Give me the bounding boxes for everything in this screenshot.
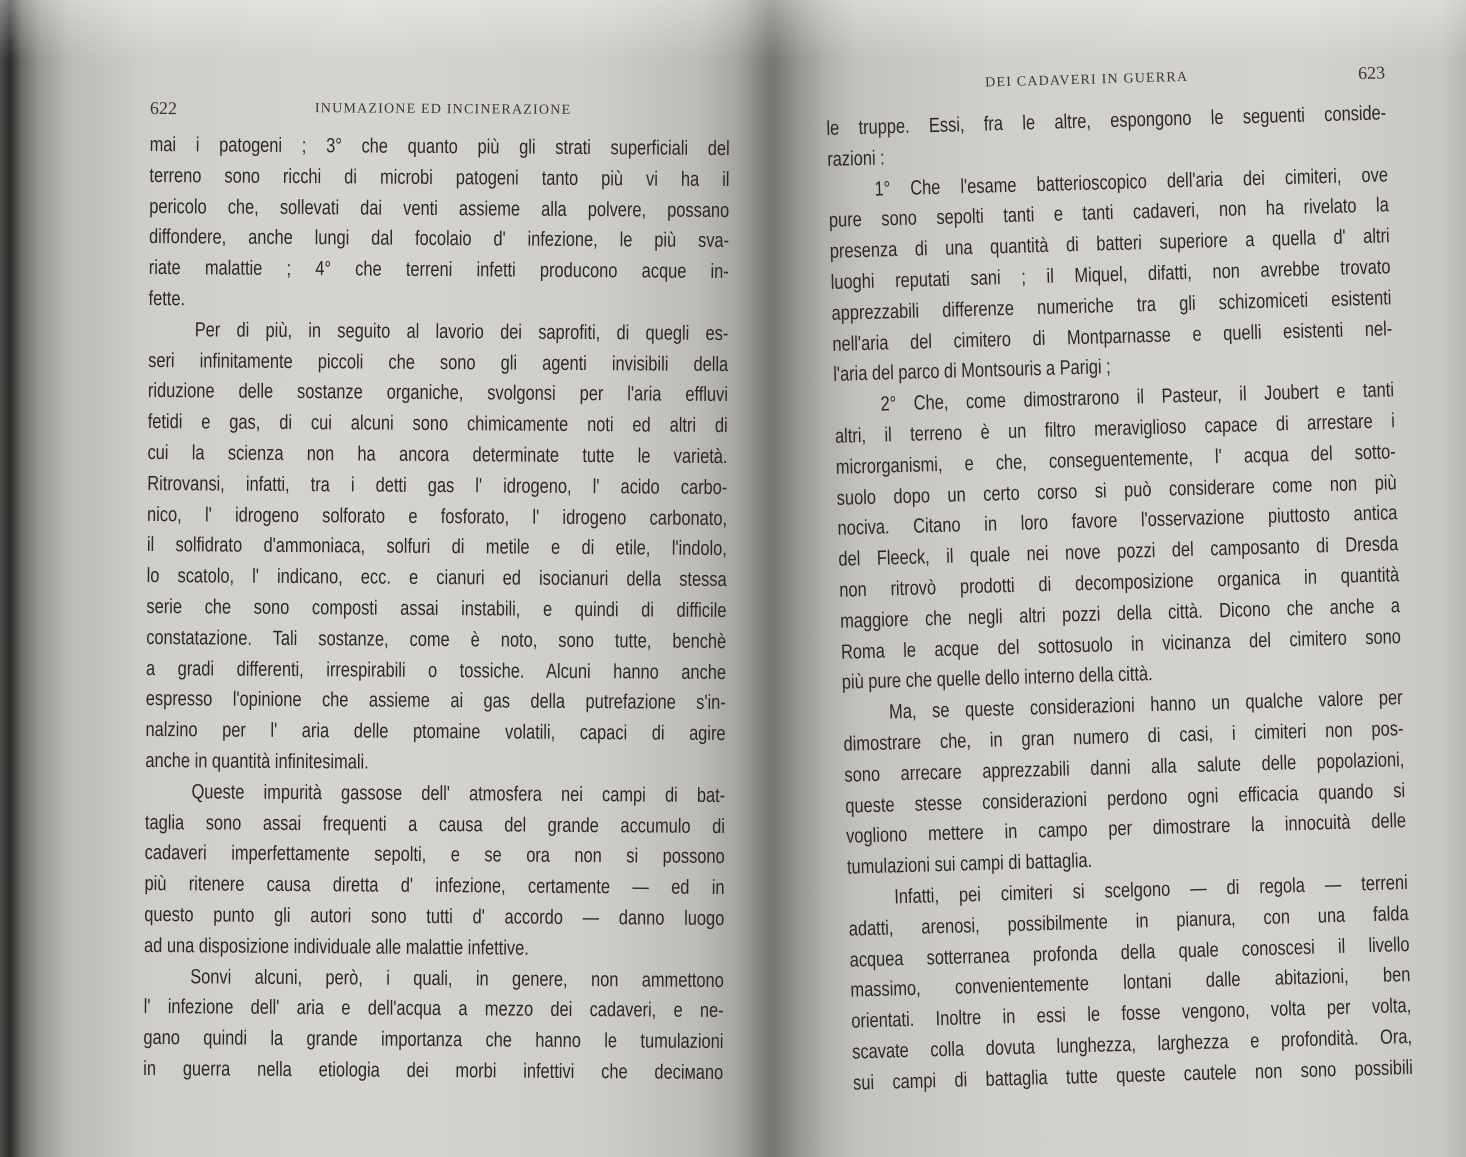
text-line: più ritenere causa diretta d' infezione, certamente — ed in — [144, 872, 725, 900]
text-line: fetidi e gas, di cui alcuni sono chimicamente noti ed altri di — [147, 410, 728, 438]
text-line: nociva. Citano in loro favore l'osservazione piuttosto antica — [837, 501, 1398, 541]
text-line: dimostrare che, in gran numero di casi, i cimiteri non pos- — [843, 717, 1404, 756]
text-line: terreno sono ricchi di microbi patogeni tanto più vi ha il — [149, 163, 730, 191]
text-line: Queste impurità gassose dell' atmosfera nei campi di bat- — [191, 780, 726, 807]
text-line: nalzino per l' aria delle ptomaine volatili, capaci di agire — [145, 718, 726, 746]
text-line: constatazione. Tali sostanze, come è noto, sono tutte, benchè — [146, 625, 727, 653]
text-line: nell'aria del cimitero di Montparnasse e quelli esistenti nel- — [832, 316, 1393, 356]
text-line: massimo, convenientemente lontani dalle abitazioni, ben — [850, 963, 1411, 1002]
text-line: Sonvi alcuni, però, i quali, in genere, non ammettono — [190, 964, 724, 992]
text-line: espresso l'opinione che assieme ai gas della putrefazione s'in- — [145, 687, 726, 715]
text-line: 2° Che, come dimostrarono il Pasteur, il Joubert e tanti — [880, 378, 1395, 416]
text-line: diffondere, anche lungi dal focolaio d' infezione, le più sva- — [148, 225, 730, 253]
text-line: riduzione delle sostanze organiche, svolgonsi per l'aria effluvi — [147, 379, 729, 407]
text-line: sono arrecare apprezzabili danni alla salute delle popolazioni, — [844, 747, 1405, 787]
text-line: taglia sono assai frequenti a causa del grande accumulo di — [144, 810, 726, 838]
text-line: il solfidrato d'ammoniaca, solfuri di metile e di etile, l'indolo, — [146, 533, 727, 561]
text-line: questo punto gli autori sono tutti d' accordo — danno luogo — [144, 902, 725, 930]
right-page-header — [825, 62, 1385, 102]
text-line: riate malattie ; 4° che terreni infetti producono acque in- — [148, 256, 729, 284]
text-line: luoghi reputati sani ; il Miquel, difatti, non avrebbe trovato — [830, 255, 1391, 294]
text-line: razioni : — [826, 146, 885, 171]
text-line: Per di più, in seguito al lavorio dei saprofiti, di quegli es- — [194, 318, 729, 345]
page-number: 623 — [1357, 62, 1386, 84]
text-line: serie che sono composti assai instabili, e quindi di difficile — [146, 594, 727, 622]
text-line: Ritrovansi, infatti, tra i detti gas l' idrogeno, l' acido carbo- — [147, 471, 728, 499]
text-line: Infatti, pei cimiteri si scelgono — di regola — terreni — [893, 870, 1409, 909]
text-line: tumulazioni sui campi di battaglia. — [846, 848, 1093, 879]
text-line: del Fleeck, il quale nei nove pozzi del camposanto di Dresda — [838, 532, 1399, 571]
text-line: nico, l' idrogeno solforato e fosforato, l' idrogeno carbonato, — [147, 502, 728, 530]
text-line: pure sono sepolti tanti e tanti cadaveri, non ha rivelato la — [828, 193, 1390, 233]
right-page-body — [826, 98, 1413, 1099]
text-line: Ma, se queste considerazioni hanno un qualche valore per — [888, 686, 1403, 724]
text-line: scavate colla dovuta lunghezza, larghezza e profondità. Ora, — [851, 1024, 1413, 1064]
text-line: microrganismi, e che, conseguentemente, l' acqua del sotto- — [835, 439, 1396, 479]
text-line: le truppe. Essi, fra le altre, espongono le seguenti conside- — [826, 101, 1387, 140]
text-line: più pure che quelle dello interno della città. — [841, 662, 1153, 695]
text-line: a gradi differenti, irrespirabili o tossiche. Alcuni hanno anche — [145, 656, 727, 684]
text-line: vogliono mettere in campo per dimostrare la innocuità delle — [845, 809, 1407, 849]
text-line: cui la scienza non ha ancora determinate tutte le varietà. — [147, 440, 728, 469]
text-line: apprezzabili differenze numeriche tra gli schizomiceti esistenti — [831, 286, 1392, 325]
text-line: non ritrovò prodotti di decomposizione organica in quantità — [838, 563, 1400, 602]
left-page-body — [143, 130, 730, 1089]
right-page — [825, 62, 1413, 1099]
page-number: 622 — [149, 98, 177, 119]
running-head: INUMAZIONE ED INCINERAZIONE — [314, 101, 572, 118]
text-line: lo scatolo, l' indicano, ecc. e cianuri ed isocianuri della stessa — [146, 564, 727, 592]
text-line: adatti, arenosi, possibilmente in pianura, con una falda — [848, 901, 1409, 941]
text-line: pericolo che, sollevati dai venti assieme alla polvere, possano — [149, 194, 730, 222]
text-line: suolo dopo un certo corso si può considerare come non più — [836, 470, 1397, 510]
text-line: l'aria del parco di Montsouris a Parigi ; — [832, 355, 1112, 387]
text-line: cadaveri imperfettamente sepolti, e se ora non si possono — [144, 841, 725, 869]
left-page — [143, 98, 730, 1089]
book-gutter — [735, 0, 825, 1157]
text-line: l' infezione dell' aria e dell'acqua a mezzo dei cadaveri, e ne- — [143, 995, 724, 1023]
text-line: in guerra nella etiologia dei morbi infettivi che deciмano — [143, 1056, 724, 1084]
text-line: seri infinitamente piccoli che sono gli agenti invisibili della — [148, 348, 729, 376]
text-line: acquea sotterranea profonda della quale conoscesi il livello — [849, 932, 1410, 972]
text-line: 1° Che l'esame batterioscopico dell'aria dei cimiteri, ove — [874, 162, 1389, 201]
text-line: sui campi di battaglia tutte queste cautele non sono possibili — [852, 1055, 1414, 1095]
text-line: anche in quantità infinitesimali. — [145, 748, 369, 774]
text-line: fette. — [148, 286, 186, 311]
text-line: maggiore che negli altri pozzi della città. Dicono che anche a — [839, 593, 1401, 633]
text-line: ad una disposizione individuale alle malattie infettive. — [144, 933, 529, 960]
text-line: altri, il terreno è un filtro meraviglioso capace di arrestare i — [834, 409, 1396, 448]
text-line: mai i patogeni ; 3° che quanto più gli strati superficiali del — [149, 132, 730, 161]
text-line: presenza di una quantità di batteri superiore a quella d' altri — [829, 224, 1390, 264]
text-line: orientati. Inoltre in essi le fosse vengono, volta per volta, — [851, 994, 1412, 1033]
text-line: Roma le acque del sottosuolo in vicinanza del cimitero sono — [840, 624, 1402, 664]
text-line: gano quindi la grande importanza che hanno le tumulazioni — [143, 1026, 724, 1054]
page-top-edge — [0, 0, 1466, 60]
left-page-header — [150, 98, 730, 126]
running-head: DEI CADAVERI IN GUERRA — [984, 69, 1189, 91]
text-line: queste stesse considerazioni perdono ogni efficacia quando si — [845, 778, 1406, 818]
